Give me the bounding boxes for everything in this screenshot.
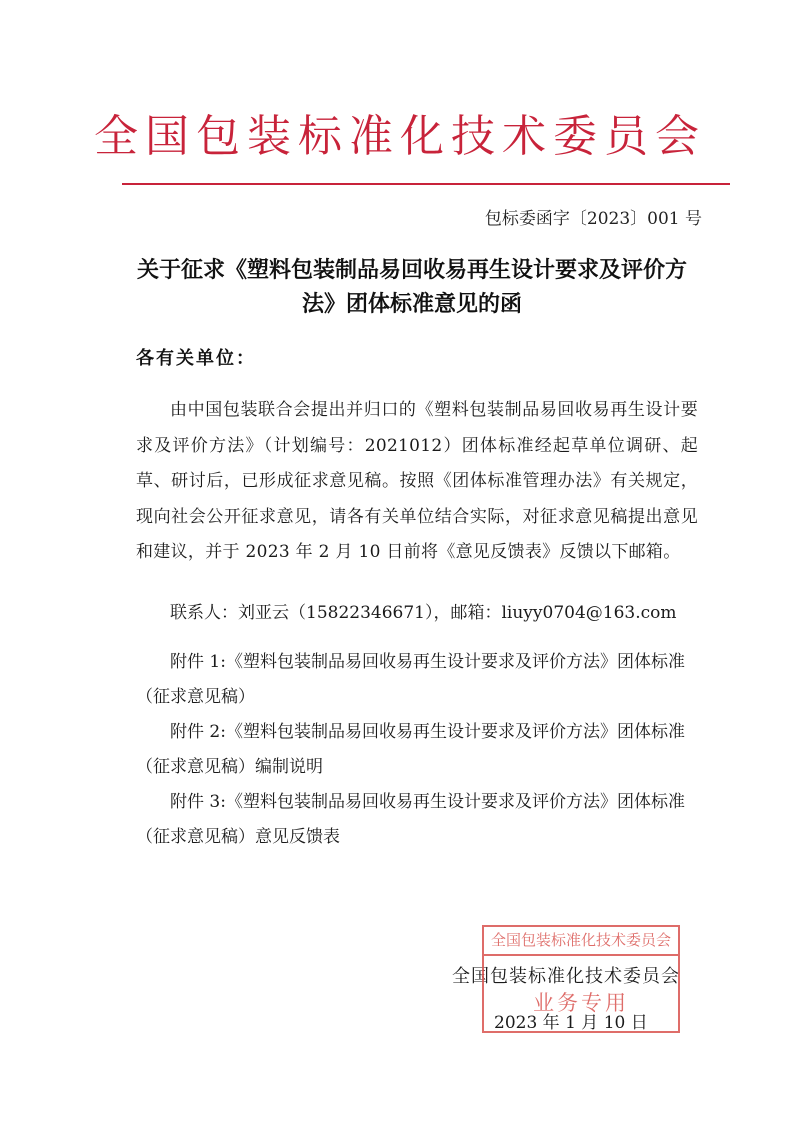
attachment-2: 附件 2:《塑料包装制品易回收易再生设计要求及评价方法》团体标准（征求意见稿）编制说明 [136, 722, 685, 777]
document-number: 包标委函字〔2023〕001 号 [484, 209, 702, 229]
attachment-1: 附件 1:《塑料包装制品易回收易再生设计要求及评价方法》团体标准（征求意见稿） [136, 652, 685, 707]
org-letterhead-title: 全国包装标准化技术委员会 [94, 111, 706, 162]
letter-body: 由中国包装联合会提出并归口的《塑料包装制品易回收易再生设计要求及评价方法》（计划编号：2021012）团体标准经起草单位调研、起草、研讨后，已形成征求意见稿。按照《团体标准管理办法》有关规定，现向社会公开征求意见，请各有关单位结合实际，对征求意见稿提出意见和建议，并于 2023 年 2 月 10 日前将《意见反馈表》反馈以下邮箱。 [136, 400, 698, 562]
attachment-3: 附件 3:《塑料包装制品易回收易再生设计要求及评价方法》团体标准（征求意见稿）意见反馈表 [136, 792, 685, 847]
contact-line: 联系人：刘亚云（15822346671），邮箱：liuyy0704@163.com [170, 603, 677, 623]
stamp-top-text: 全国包装标准化技术委员会 [484, 929, 678, 956]
official-stamp [482, 925, 680, 1033]
letter-title: 关于征求《塑料包装制品易回收易再生设计要求及评价方法》团体标准意见的函 [136, 258, 687, 317]
letterhead-divider [122, 183, 730, 185]
letter-date: 2023 年 1 月 10 日 [494, 1013, 648, 1033]
signer-name: 全国包装标准化技术委员会 [452, 966, 680, 987]
stamp-bottom-text: 业务专用 [533, 991, 629, 1015]
salutation: 各有关单位： [136, 348, 256, 369]
